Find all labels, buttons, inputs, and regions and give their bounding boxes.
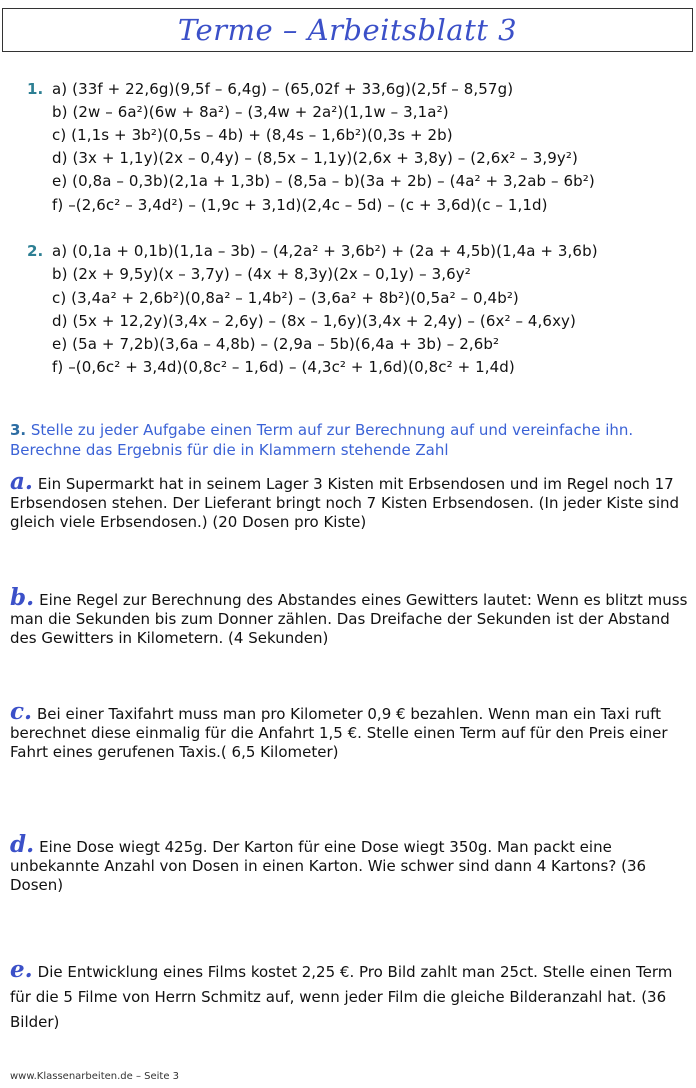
- word-problem-b-letter: b.: [10, 584, 35, 611]
- task-3-text: Stelle zu jeder Aufgabe einen Term auf zur Berechnung auf und vereinfache ihn. Berechne das Ergebnis für die in Klammern stehende Zahl: [10, 421, 634, 459]
- word-problem-a-text: Ein Supermarkt hat in seinem Lager 3 Kisten mit Erbsendosen und im Regel noch 17 Erbsendosen stehen. Der Lieferant bringt noch 7 Kisten Erbsendosen. (In jeder Kiste sind gleich viele Erbsendosen.) (20 Dosen pro Kiste): [10, 475, 680, 531]
- word-problem-e-letter: e.: [10, 956, 33, 983]
- task-2-line-f: f) –(0,6c² + 3,4d)(0,8c² – 1,6d) – (4,3c² + 1,6d)(0,8c² + 1,4d): [52, 358, 515, 376]
- task-1-line-d: d) (3x + 1,1y)(2x – 0,4y) – (8,5x – 1,1y)(2,6x + 3,8y) – (2,6x² – 3,9y²): [52, 149, 578, 167]
- word-problem-b-text: Eine Regel zur Berechnung des Abstandes eines Gewitters lautet: Wenn es blitzt muss man die Sekunden bis zum Donner zählen. Das Dreifache der Sekunden ist der Abstand des Gewitters in Kilometern. (4 Sekunden): [10, 591, 688, 647]
- word-problem-b: [10, 584, 690, 648]
- task-3-instruction: [10, 420, 650, 460]
- word-problem-e: [10, 957, 690, 1035]
- word-problem-e-text: Die Entwicklung eines Films kostet 2,25 €. Pro Bild zahlt man 25ct. Stelle einen Term für die 5 Filme von Herrn Schmitz auf, wenn jeder Film die gleiche Bilderanzahl hat. (36 Bilder): [10, 963, 673, 1031]
- word-problem-d-text: Eine Dose wiegt 425g. Der Karton für eine Dose wiegt 350g. Man packt eine unbekannte Anzahl von Dosen in einen Karton. Wie schwer sind dann 4 Kartons? (36 Dosen): [10, 838, 647, 894]
- word-problem-d: [10, 831, 690, 895]
- task-1-number: 1.: [27, 80, 44, 98]
- task-1-line-f: f) –(2,6c² – 3,4d²) – (1,9c + 3,1d)(2,4c – 5d) – (c + 3,6d)(c – 1,1d): [52, 196, 548, 214]
- word-problem-c-letter: c.: [10, 698, 33, 725]
- task-2-number: 2.: [27, 242, 44, 260]
- task-1-line-a: a) (33f + 22,6g)(9,5f – 6,4g) – (65,02f + 33,6g)(2,5f – 8,57g): [52, 80, 514, 98]
- task-1-line-b: b) (2w – 6a²)(6w + 8a²) – (3,4w + 2a²)(1,1w – 3,1a²): [52, 103, 449, 121]
- task-3-number: 3.: [10, 421, 27, 439]
- task-2-line-c: c) (3,4a² + 2,6b²)(0,8a² – 1,4b²) – (3,6a² + 8b²)(0,5a² – 0,4b²): [52, 289, 519, 307]
- title-box: [2, 8, 693, 52]
- word-problem-a: [10, 468, 690, 532]
- word-problem-a-letter: a.: [10, 468, 33, 495]
- task-2-line-a: a) (0,1a + 0,1b)(1,1a – 3b) – (4,2a² + 3,6b²) + (2a + 4,5b)(1,4a + 3,6b): [52, 242, 598, 260]
- word-problem-c: [10, 698, 690, 762]
- worksheet-title: Terme – Arbeitsblatt 3: [177, 13, 518, 47]
- task-2-line-e: e) (5a + 7,2b)(3,6a – 4,8b) – (2,9a – 5b)(6,4a + 3b) – 2,6b²: [52, 335, 500, 353]
- task-2-line-b: b) (2x + 9,5y)(x – 3,7y) – (4x + 8,3y)(2x – 0,1y) – 3,6y²: [52, 265, 471, 283]
- task-1-line-c: c) (1,1s + 3b²)(0,5s – 4b) + (8,4s – 1,6b²)(0,3s + 2b): [52, 126, 453, 144]
- task-2-line-d: d) (5x + 12,2y)(3,4x – 2,6y) – (8x – 1,6y)(3,4x + 2,4y) – (6x² – 4,6xy): [52, 312, 576, 330]
- page-footer: www.Klassenarbeiten.de – Seite 3: [10, 1071, 180, 1082]
- task-1-line-e: e) (0,8a – 0,3b)(2,1a + 1,3b) – (8,5a – b)(3a + 2b) – (4a² + 3,2ab – 6b²): [52, 172, 595, 190]
- word-problem-d-letter: d.: [10, 831, 35, 858]
- word-problem-c-text: Bei einer Taxifahrt muss man pro Kilometer 0,9 € bezahlen. Wenn man ein Taxi ruft berechnet diese einmalig für die Anfahrt 1,5 €. Stelle einen Term auf für den Preis einer Fahrt eines gerufenen Taxis.( 6,5 Kilometer): [10, 705, 668, 761]
